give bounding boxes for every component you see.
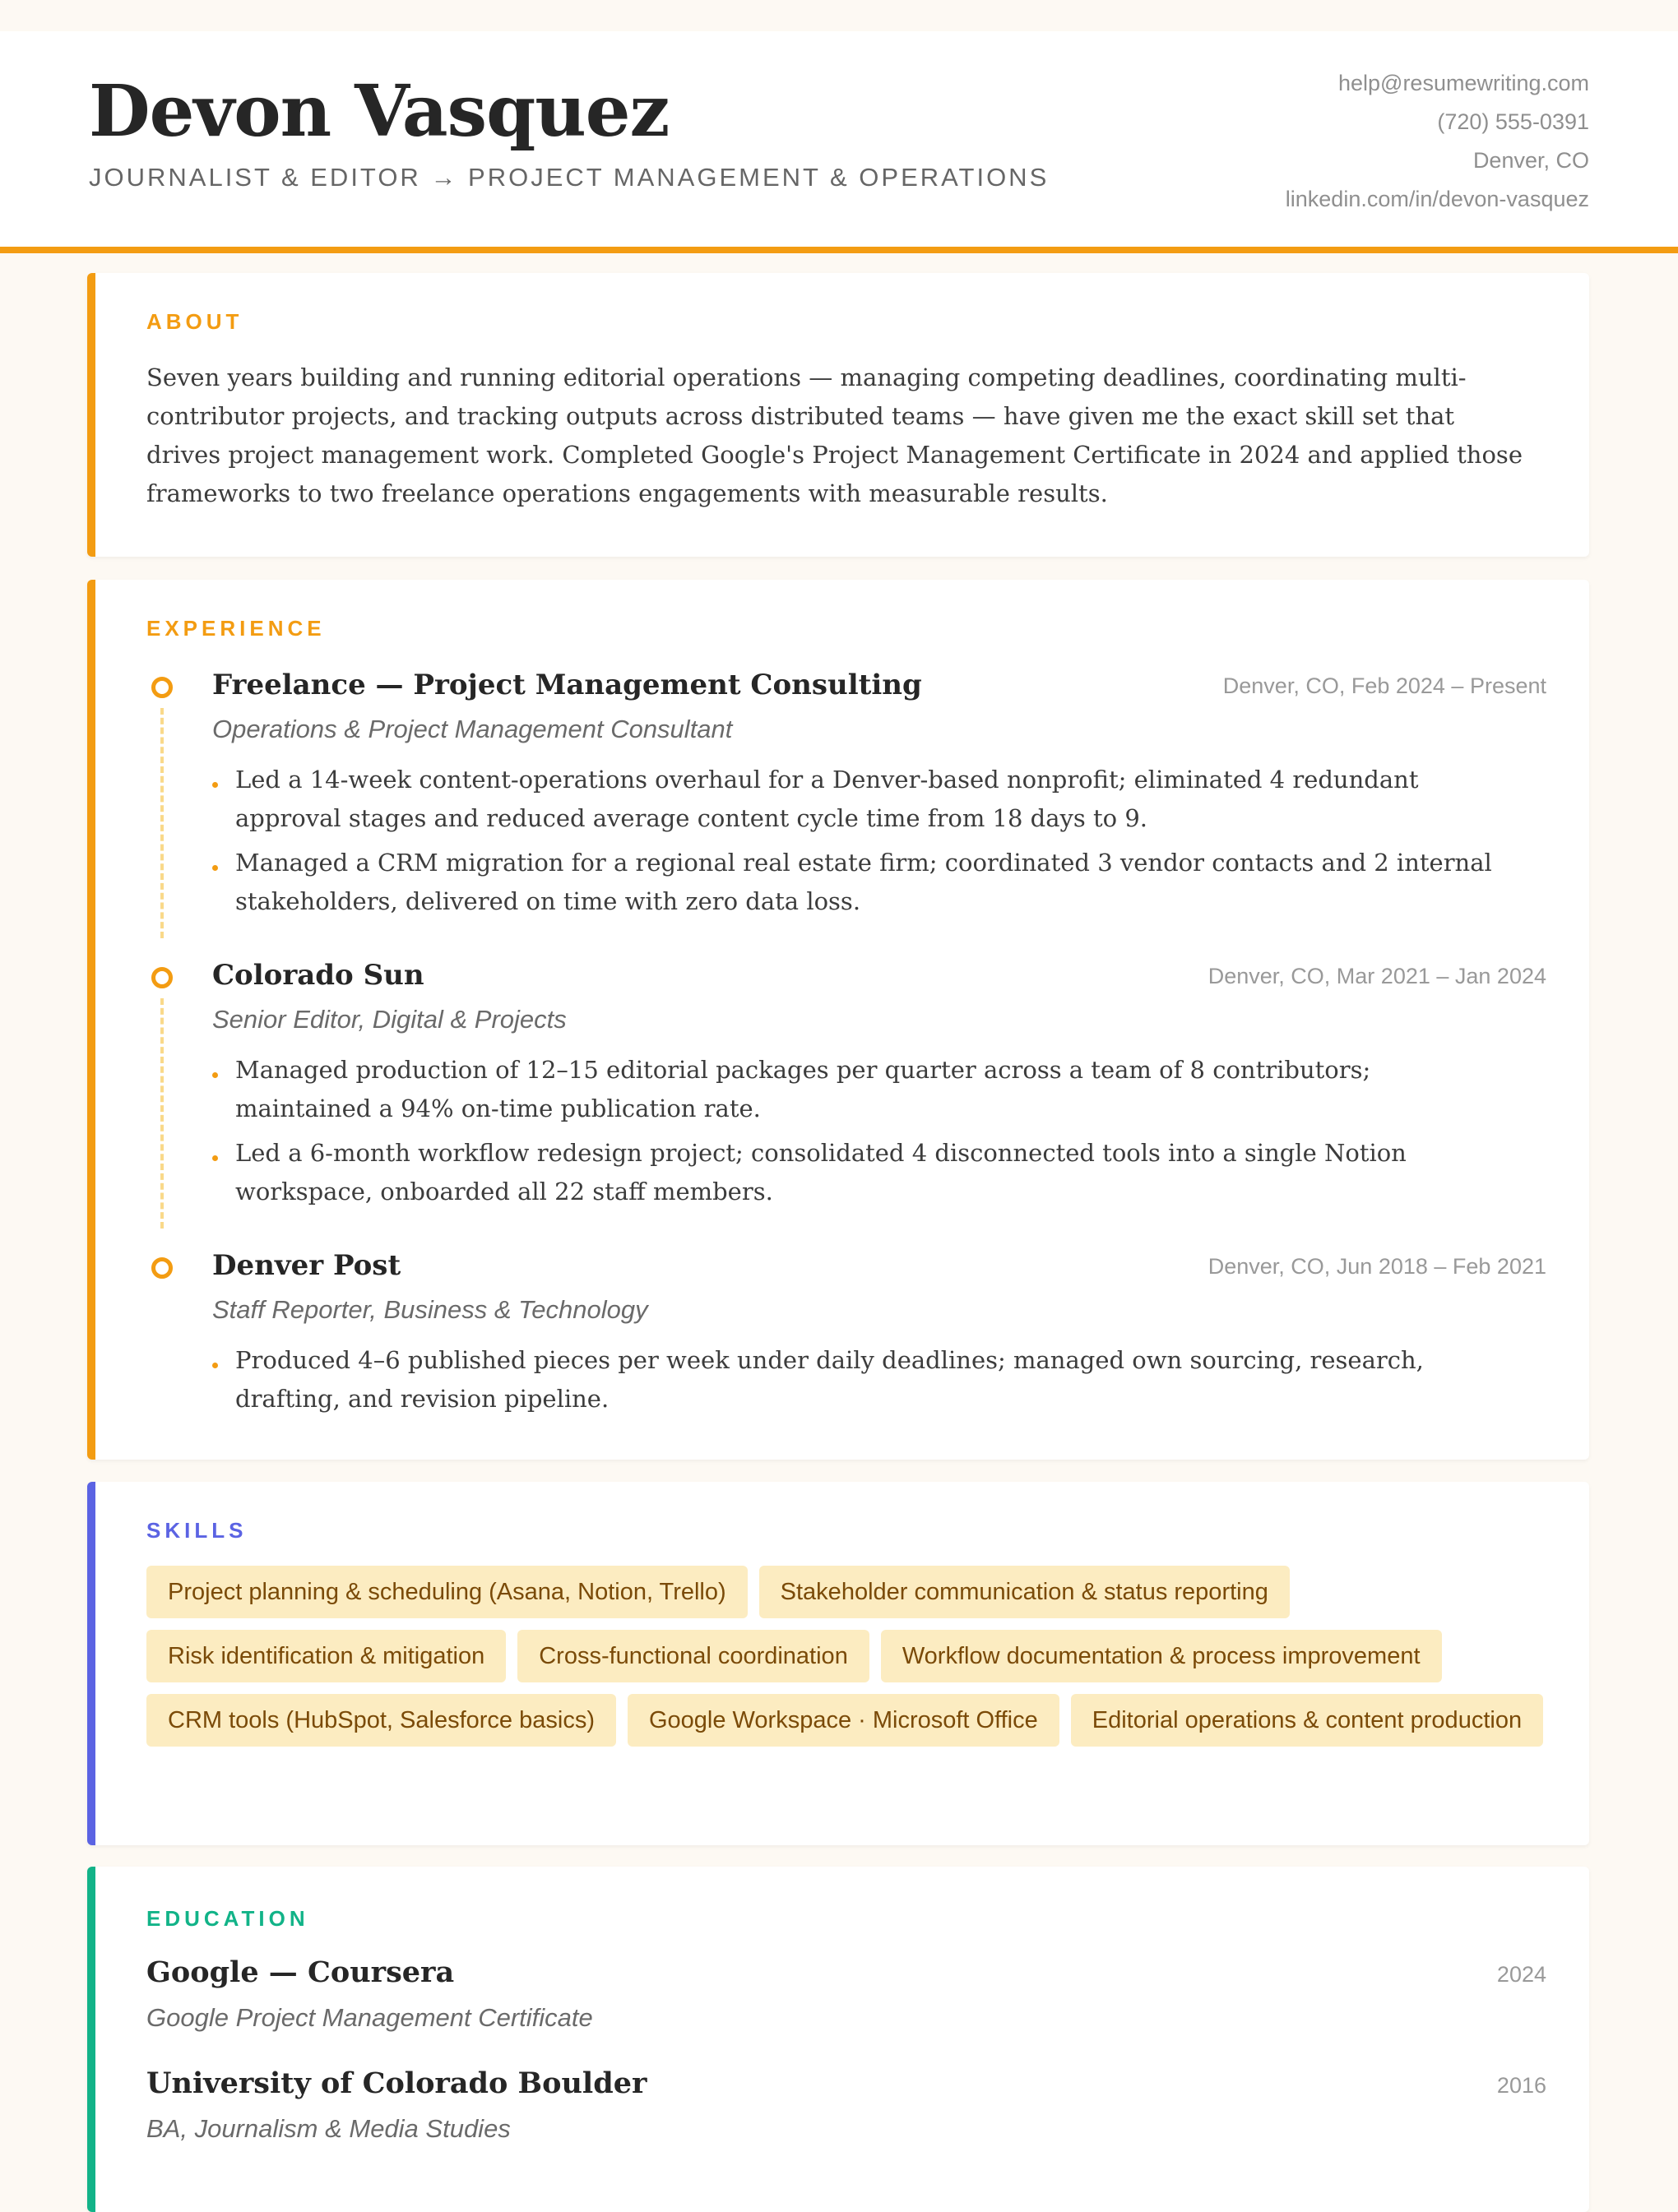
job-entry — [146, 959, 1546, 1238]
education-school: Google — Coursera — [146, 1955, 455, 1989]
skills-section — [87, 1482, 1589, 1845]
education-year: 2024 — [1496, 1962, 1546, 1987]
job-company: Colorado Sun — [212, 959, 424, 992]
contact-block — [1286, 64, 1589, 219]
job-bullets — [212, 1341, 1512, 1424]
job-bullet-text: Led a 14-week content-operations overhaul for a Denver-based nonprofit; eliminated 4 redundant approval stages and reduced average content cycle time from 18 days to 9. — [235, 766, 1419, 832]
skills-list — [146, 1566, 1561, 1747]
job-location-dates: Denver, CO, Feb 2024 – Present — [1222, 673, 1546, 698]
job-bullet — [212, 1051, 1512, 1128]
education-year: 2016 — [1496, 2073, 1546, 2098]
job-bullet-text: Led a 6-month workflow redesign project; consolidated 4 disconnected tools into a single Notion workspace, onboarded all 22 staff members. — [235, 1139, 1407, 1205]
job-bullet — [212, 761, 1512, 838]
skill-tag: Cross-functional coordination — [517, 1630, 869, 1682]
career-tagline: JOURNALIST & EDITOR → PROJECT MANAGEMENT & OPERATIONS — [89, 163, 1050, 192]
skill-tag: Google Workspace · Microsoft Office — [628, 1694, 1059, 1747]
skill-tag: Editorial operations & content production — [1071, 1694, 1543, 1747]
candidate-name: Devon Vasquez — [89, 70, 670, 153]
contact-email[interactable]: help@resumewriting.com — [1337, 71, 1589, 95]
job-bullet — [212, 844, 1512, 921]
about-title: ABOUT — [146, 309, 243, 334]
skill-tag: CRM tools (HubSpot, Salesforce basics) — [146, 1694, 616, 1747]
job-bullet — [212, 1134, 1512, 1211]
experience-title: EXPERIENCE — [146, 616, 326, 641]
job-location-dates: Denver, CO, Mar 2021 – Jan 2024 — [1208, 964, 1546, 988]
timeline-marker-icon — [151, 967, 173, 988]
job-bullet — [212, 1341, 1512, 1418]
contact-phone[interactable]: (720) 555-0391 — [1437, 109, 1589, 134]
timeline-marker-icon — [151, 1257, 173, 1279]
experience-section — [87, 580, 1589, 1460]
job-entry — [146, 1249, 1546, 1430]
job-bullets — [212, 761, 1512, 927]
skill-tag: Risk identification & mitigation — [146, 1630, 506, 1682]
timeline-connector — [160, 708, 164, 938]
bullet-icon — [212, 1363, 218, 1368]
timeline-connector — [160, 998, 164, 1229]
job-company: Freelance — Project Management Consulting — [212, 669, 922, 701]
bullet-icon — [212, 865, 218, 871]
job-location-dates: Denver, CO, Jun 2018 – Feb 2021 — [1208, 1254, 1546, 1279]
bullet-icon — [212, 1072, 218, 1078]
skill-tag: Workflow documentation & process improvement — [881, 1630, 1442, 1682]
job-bullet-text: Produced 4–6 published pieces per week under daily deadlines; managed own sourcing, research, drafting, and revision pipeline. — [235, 1346, 1424, 1413]
timeline-marker-icon — [151, 677, 173, 698]
about-section — [87, 273, 1589, 557]
job-entry — [146, 669, 1546, 948]
job-bullets — [212, 1051, 1512, 1217]
resume-header — [0, 31, 1678, 253]
bullet-icon — [212, 782, 218, 788]
job-role: Staff Reporter, Business & Technology — [212, 1295, 648, 1324]
job-role: Senior Editor, Digital & Projects — [212, 1005, 567, 1034]
education-entry — [146, 2066, 1546, 2157]
education-entry — [146, 1955, 1546, 2046]
education-school: University of Colorado Boulder — [146, 2066, 647, 2100]
skills-title: SKILLS — [146, 1518, 248, 1543]
education-degree: Google Project Management Certificate — [146, 2003, 593, 2032]
job-company: Denver Post — [212, 1249, 401, 1282]
education-title: EDUCATION — [146, 1906, 309, 1931]
contact-linkedin[interactable]: linkedin.com/in/devon-vasquez — [1285, 187, 1589, 211]
job-role: Operations & Project Management Consultant — [212, 715, 733, 743]
bullet-icon — [212, 1155, 218, 1161]
skill-tag: Stakeholder communication & status reporting — [759, 1566, 1290, 1618]
contact-location: Denver, CO — [1472, 148, 1589, 173]
job-bullet-text: Managed production of 12–15 editorial packages per quarter across a team of 8 contributors; maintained a 94% on-time publication rate. — [235, 1056, 1371, 1122]
about-text: Seven years building and running editorial operations — managing competing deadlines, coordinating multi-contributor projects, and tracking outputs across distributed teams — have given me the exact skill set that drives project management work. Completed Google's Project Management Certificate in 2024 and applied those frameworks to two freelance operations engagements with measurable results. — [146, 363, 1523, 507]
job-bullet-text: Managed a CRM migration for a regional real estate firm; coordinated 3 vendor contacts and 2 internal stakeholders, delivered on time with zero data loss. — [235, 849, 1492, 915]
education-section — [87, 1867, 1589, 2212]
education-degree: BA, Journalism & Media Studies — [146, 2114, 511, 2143]
skill-tag: Project planning & scheduling (Asana, Notion, Trello) — [146, 1566, 748, 1618]
